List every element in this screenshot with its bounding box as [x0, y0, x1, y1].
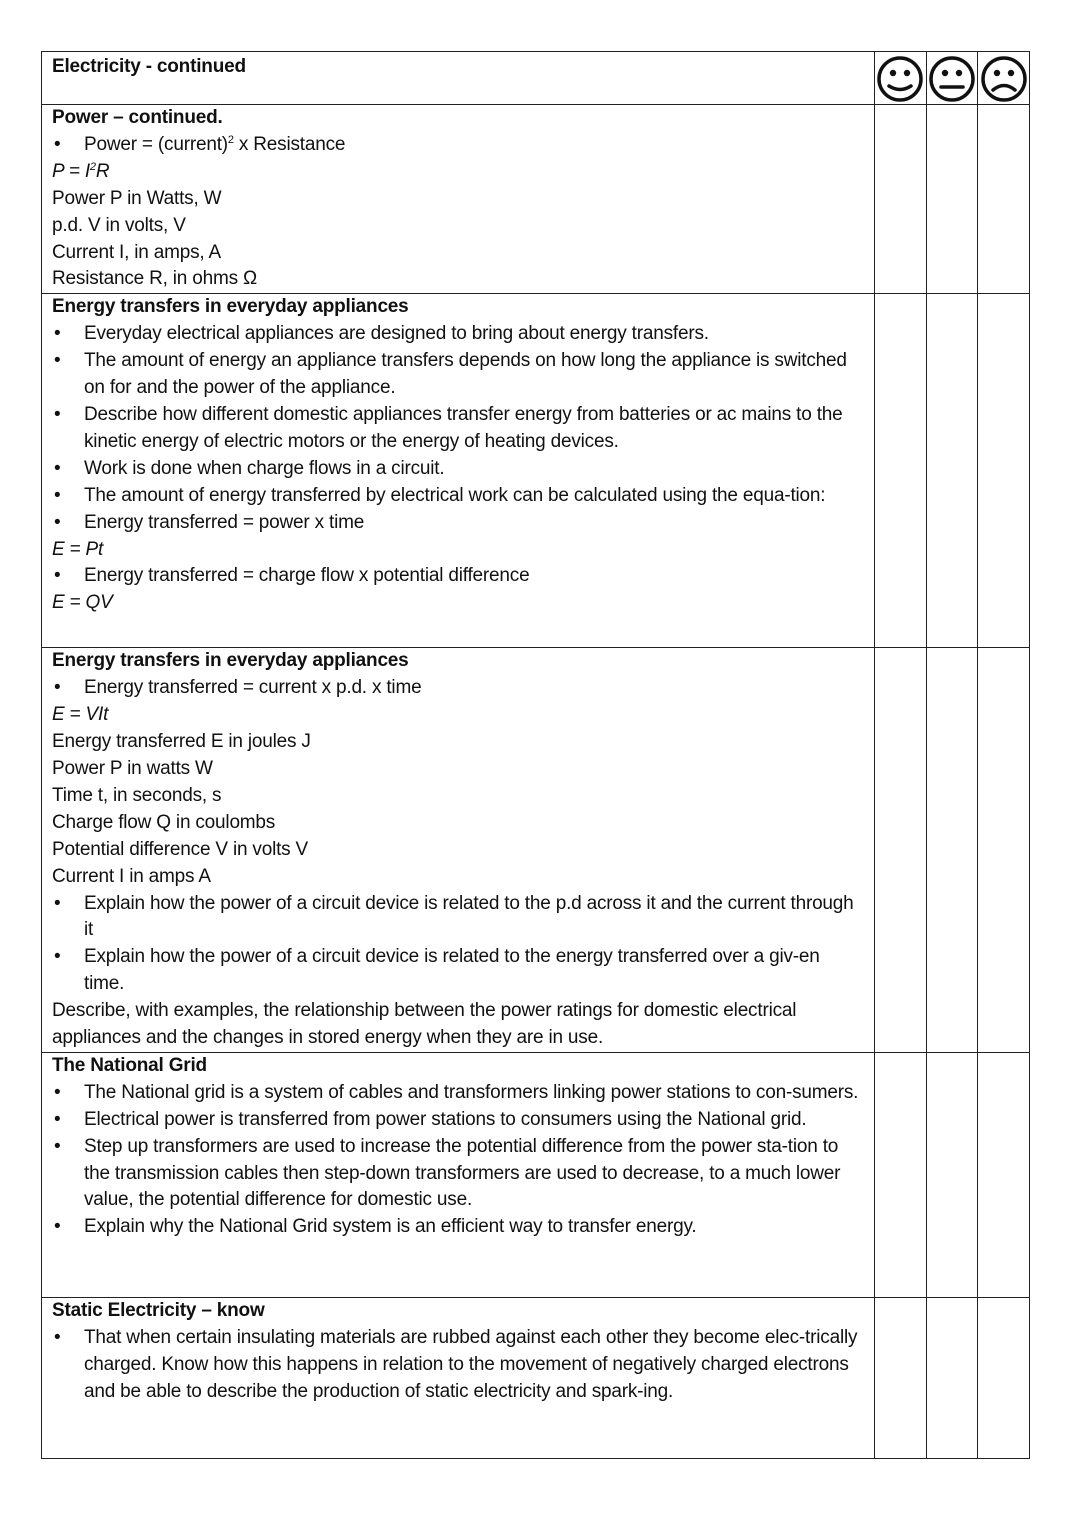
confident-checkbox-cell[interactable]: [875, 294, 927, 648]
bullet-icon: •: [54, 677, 61, 699]
bullet-icon: •: [54, 350, 61, 372]
unit-definition: Resistance R, in ohms Ω: [52, 268, 257, 290]
unsure-checkbox-cell[interactable]: [926, 294, 978, 648]
section-row: [42, 294, 1030, 648]
section-row: [42, 1052, 1030, 1297]
section-heading: Static Electricity – know: [52, 1299, 265, 1321]
not-confident-checkbox-cell[interactable]: [978, 105, 1030, 294]
bullet-icon: •: [54, 457, 61, 479]
section-content-cell: [42, 1052, 875, 1297]
confident-column-header: [875, 52, 927, 105]
equation: E = VIt: [52, 704, 109, 726]
equation: E = Pt: [52, 538, 104, 560]
bullet-item: • Describe how different domestic appliances transfer energy from batteries or ac mains to the kinetic energy of electric motors or the energy of heating devices.: [54, 403, 843, 452]
bullet-icon: •: [54, 511, 61, 533]
bullet-icon: •: [54, 565, 61, 587]
unit-definition: Energy transferred E in joules J: [52, 731, 311, 753]
section-content-cell: [42, 1297, 875, 1458]
bullet-item: • Energy transferred = charge flow x potential difference: [52, 563, 864, 590]
bullet-icon: •: [54, 892, 61, 914]
bullet-item: • Energy transferred = current x p.d. x time: [52, 675, 864, 702]
confident-checkbox-cell[interactable]: [875, 1052, 927, 1297]
unsure-checkbox-cell[interactable]: [926, 105, 978, 294]
bullet-icon: •: [54, 946, 61, 968]
bullet-icon: •: [54, 1216, 61, 1238]
revision-checklist-table: [41, 51, 1030, 1459]
bullet-icon: •: [54, 1108, 61, 1130]
bullet-icon: •: [54, 403, 61, 425]
section-heading: Power – continued.: [52, 107, 223, 128]
bullet-icon: •: [54, 133, 61, 155]
section-content-cell: [42, 648, 875, 1053]
unit-definition: Time t, in seconds, s: [52, 784, 222, 806]
section-row: [42, 648, 1030, 1053]
unsure-column-header: [926, 52, 978, 105]
not-confident-checkbox-cell[interactable]: [978, 1052, 1030, 1297]
unsure-checkbox-cell[interactable]: [926, 1052, 978, 1297]
not-confident-checkbox-cell[interactable]: [978, 1297, 1030, 1458]
bullet-item: • That when certain insulating materials are rubbed against each other they become elec-trically charged. Know how this happens in relation to the movement of negatively charged electrons and be able to describe the production of static electricity and spark-ing.: [54, 1326, 858, 1402]
section-content-cell: [42, 294, 875, 648]
equation: E = QV: [52, 592, 113, 614]
bullet-item: • The National grid is a system of cables and transformers linking power stations to con-sumers.: [52, 1080, 864, 1107]
section-row: [42, 105, 1030, 294]
learning-objective: Describe, with examples, the relationship between the power ratings for domestic electrical appliances and the changes in stored energy when they are in use.: [52, 1000, 797, 1049]
unit-definition: Power P in Watts, W: [52, 187, 222, 209]
section-content-cell: [42, 105, 875, 294]
confident-checkbox-cell[interactable]: [875, 1297, 927, 1458]
equation: $P = I^2R$: [52, 160, 110, 182]
bullet-item: • Power = (current)$^2$ x Resistance: [52, 132, 864, 159]
not-confident-checkbox-cell[interactable]: [978, 648, 1030, 1053]
unit-definition: Power P in watts W: [52, 757, 213, 779]
unit-definition: Current I, in amps, A: [52, 241, 221, 263]
header-row: [42, 52, 1030, 105]
not-confident-checkbox-cell[interactable]: [978, 294, 1030, 648]
confident-checkbox-cell[interactable]: [875, 648, 927, 1053]
bullet-item: • Step up transformers are used to increase the potential difference from the power sta-tion to the transmission cables then step-down transformers are used to decrease, to a much lower value, the potential difference for domestic use.: [54, 1135, 841, 1211]
unit-definition: Potential difference V in volts V: [52, 838, 309, 860]
bullet-icon: •: [54, 323, 61, 345]
neutral-face-icon: [928, 55, 976, 103]
unit-definition: Current I in amps A: [52, 865, 211, 887]
not-confident-column-header: [978, 52, 1030, 105]
section-heading: Energy transfers in everyday appliances: [52, 296, 409, 318]
bullet-item: • Work is done when charge flows in a circuit.: [52, 456, 864, 483]
bullet-item: • Explain how the power of a circuit device is related to the energy transferred over a giv-en time.: [54, 946, 820, 995]
confident-checkbox-cell[interactable]: [875, 105, 927, 294]
checklist-sheet: [41, 51, 1029, 1459]
bullet-item: • Everyday electrical appliances are designed to bring about energy transfers.: [52, 321, 864, 348]
unsure-checkbox-cell[interactable]: [926, 648, 978, 1053]
bullet-item: • Explain how the power of a circuit device is related to the p.d across it and the current through it: [54, 892, 854, 941]
unit-definition: p.d. V in volts, V: [52, 214, 186, 236]
sad-face-icon: [980, 55, 1028, 103]
bullet-icon: •: [54, 484, 61, 506]
bullet-icon: •: [54, 1326, 61, 1348]
section-heading: Energy transfers in everyday appliances: [52, 650, 409, 672]
bullet-item: • The amount of energy an appliance transfers depends on how long the appliance is switched on for and the power of the appliance.: [54, 350, 847, 399]
section-row: [42, 1297, 1030, 1458]
bullet-item: • Electrical power is transferred from power stations to consumers using the National grid.: [52, 1107, 864, 1134]
bullet-icon: •: [54, 1135, 61, 1157]
bullet-item: • Energy transferred = power x time: [52, 510, 864, 537]
unsure-checkbox-cell[interactable]: [926, 1297, 978, 1458]
header-title-cell: [42, 52, 875, 105]
unit-definition: Charge flow Q in coulombs: [52, 811, 276, 833]
bullet-item: • The amount of energy transferred by electrical work can be calculated using the equa-tion:: [52, 483, 864, 510]
bullet-item: • Explain why the National Grid system is an efficient way to transfer energy.: [52, 1214, 864, 1241]
section-heading: The National Grid: [52, 1054, 207, 1076]
bullet-icon: •: [54, 1081, 61, 1103]
page-title: Electricity - continued: [52, 56, 246, 77]
happy-face-icon: [876, 55, 924, 103]
